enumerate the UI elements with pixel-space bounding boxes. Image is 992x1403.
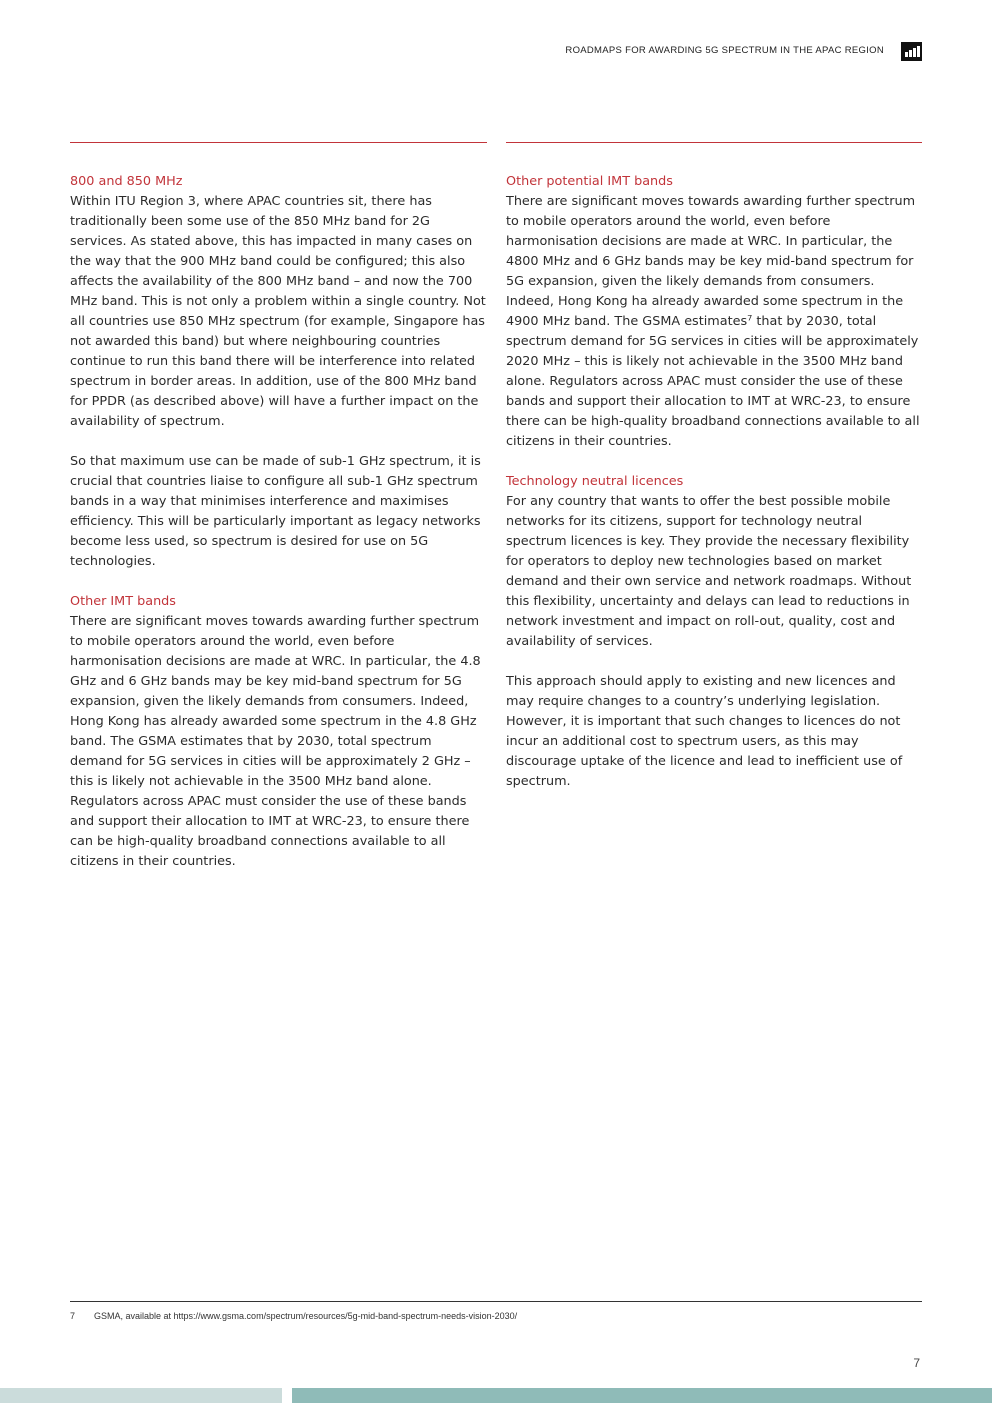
section-heading: Other IMT bands [70,594,176,609]
section-heading: Technology neutral licences [506,474,684,489]
footer-bar-light [0,1388,282,1403]
left-column [70,172,488,892]
page-number: 7 [913,1356,920,1370]
body-paragraph: For any country that wants to offer the best possible mobile networks for its citizens, support for technology neutral spectrum licences is key. They provide the necessary flexibility for operators to deploy new technologies based on market demand and their own service and network roadmaps. Without this flexibility, uncertainty and delays can lead to reductions in network investment and impact on roll-out, quality, cost and availability of services. [506,494,912,649]
running-title: ROADMAPS FOR AWARDING 5G SPECTRUM IN THE APAC REGION [565,45,884,56]
body-paragraph: Within ITU Region 3, where APAC countries sit, there has traditionally been some use of the 850 MHz band for 2G services. As stated above, this has impacted in many cases on the way that the 900 MHz band could be configured; this also affects the availability of the 800 MHz band – and now the 700 MHz band. This is not only a problem within a single country. Not all countries use 850 MHz spectrum (for example, Singapore has not awarded this band) but where neighbouring countries continue to run this band there will be interference into related spectrum in border areas. In addition, use of the 800 MHz band for PPDR (as described above) will have a further impact on the availability of spectrum. [70,194,486,429]
body-paragraph: There are significant moves towards awarding further spectrum to mobile operators around the world, even before harmonisation decisions are made at WRC. In particular, the 4800 MHz and 6 GHz bands may be key mid-band spectrum for 5G expansion, given the likely demands from consumers. Indeed, Hong Kong ha already awarded some spectrum in the 4900 MHz band. The GSMA estimates⁷ that by 2030, total spectrum demand for 5G services in cities will be approximately 2020 MHz – this is likely not achievable in the 3500 MHz band alone. Regulators across APAC must consider the use of these bands and support their allocation to IMT at WRC-23, to ensure there can be high-quality broadband connections available to all citizens in their countries. [506,194,920,449]
footnote-rule [70,1301,922,1302]
footnote-number: 7 [70,1311,76,1321]
footnote [70,1311,517,1321]
section-heading: Other potential IMT bands [506,174,673,189]
section-technology-neutral-licences [506,472,924,792]
body-paragraph: There are significant moves towards awarding further spectrum to mobile operators around the world, even before harmonisation decisions are made at WRC. In particular, the 4.8 GHz and 6 GHz bands may be key mid-band spectrum for 5G expansion, given the likely demands from consumers. Indeed, Hong Kong has already awarded some spectrum in the 4.8 GHz band. The GSMA estimates that by 2030, total spectrum demand for 5G services in cities will be approximately 2 GHz – this is likely not achievable in the 3500 MHz band alone. Regulators across APAC must consider the use of these bands and support their allocation to IMT at WRC-23, to ensure there can be high-quality broadband connections available to all citizens in their countries. [70,614,481,869]
left-column-rule [70,142,487,143]
body-paragraph: So that maximum use can be made of sub-1 GHz spectrum, it is crucial that countries liaise to configure all sub-1 GHz spectrum bands in a way that minimises interference and maximises efficiency. This will be particularly important as legacy networks become less used, so spectrum is desired for use on 5G technologies. [70,454,481,569]
body-paragraph: This approach should apply to existing and new licences and may require changes to a country’s underlying legislation. However, it is important that such changes to licences do not incur an additional cost to spectrum users, as this may discourage uptake of the licence and lead to inefficient use of spectrum. [506,674,903,789]
footnote-text: GSMA, available at https://www.gsma.com/spectrum/resources/5g-mid-band-spectrum-needs-vision-2030/ [94,1311,518,1321]
right-column-rule [506,142,922,143]
section-other-potential-imt-bands [506,172,924,452]
footer-bar-dark [292,1388,992,1403]
section-800-850-mhz [70,172,488,572]
chart-bars-icon [901,42,922,61]
right-column [506,172,924,812]
section-heading: 800 and 850 MHz [70,174,183,189]
section-other-imt-bands [70,592,488,872]
